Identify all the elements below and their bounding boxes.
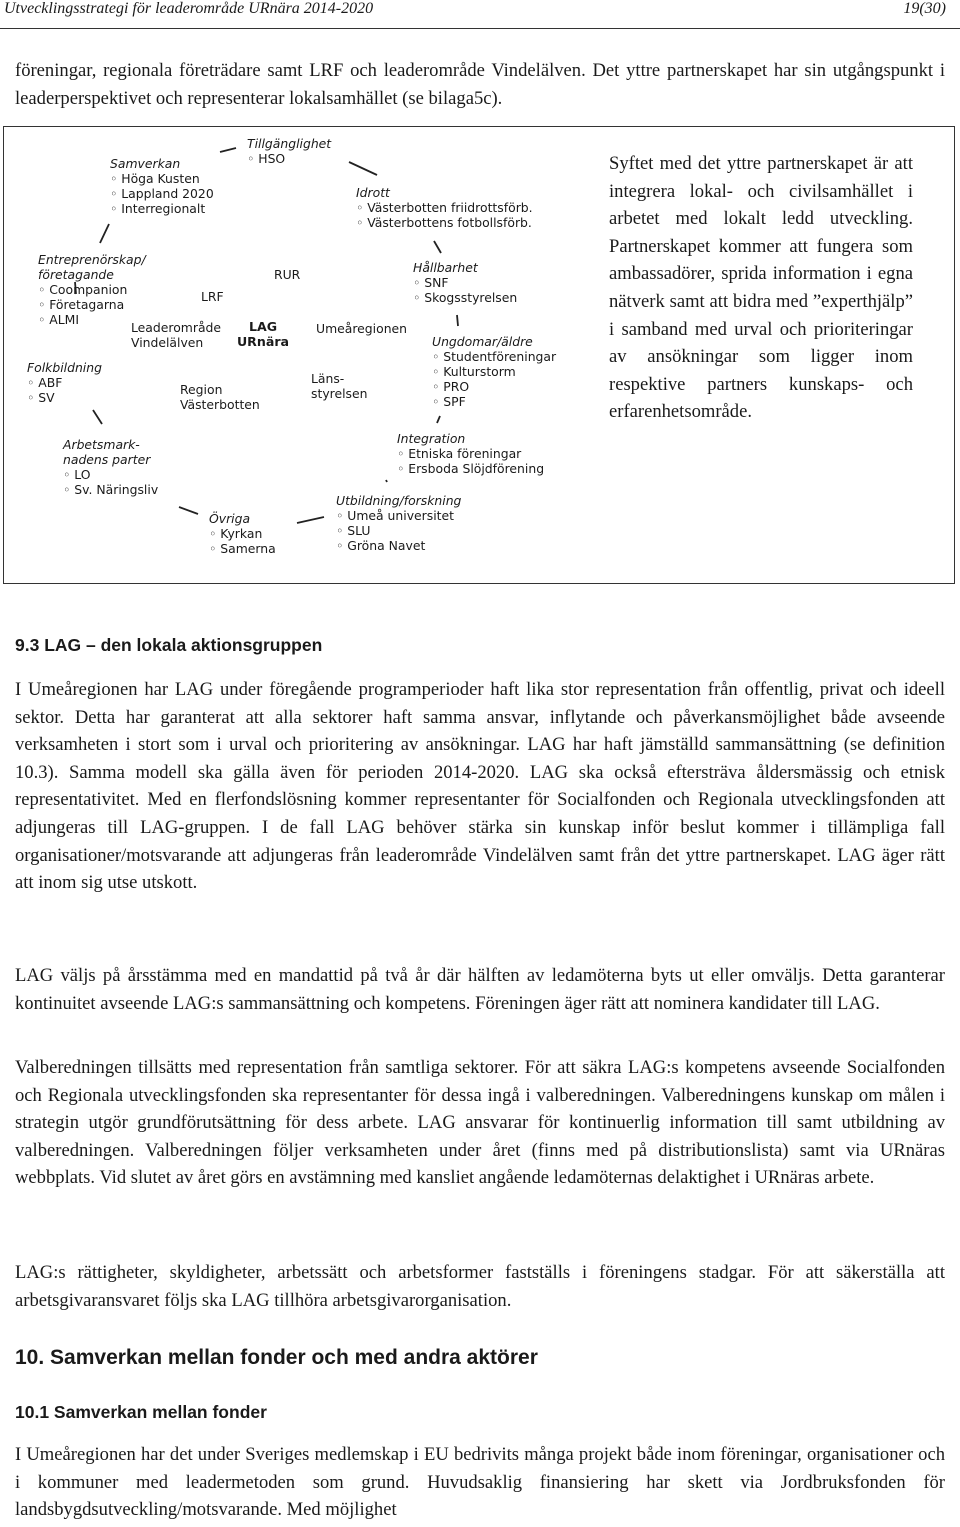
node-item: ◦ Sv. Näringsliv (63, 482, 158, 497)
label-line: Leaderområde (131, 320, 222, 335)
node-item: ◦ Lappland 2020 (110, 186, 214, 201)
node-item: ◦ PRO (432, 379, 556, 394)
connector-line (457, 315, 458, 326)
node-item: ◦ Gröna Navet (336, 538, 461, 553)
node-item: ◦ SNF (413, 275, 517, 290)
label-rur: RUR (274, 267, 301, 282)
node-item: ◦ LO (63, 467, 158, 482)
connector-line (100, 224, 109, 243)
node-folkbildning (27, 360, 102, 405)
node-title: Idrott (356, 185, 390, 200)
label-umearegionen: Umeåregionen (316, 321, 408, 336)
label-lansstyrelsen (311, 371, 367, 401)
node-utbildning (336, 493, 461, 553)
node-title: Utbildning/forskning (336, 493, 462, 508)
node-title: Samverkan (110, 156, 181, 171)
node-ungdomar (432, 334, 556, 409)
node-item: ◦ HSO (247, 151, 331, 166)
connector-line (179, 507, 198, 514)
node-item: ◦ Skogsstyrelsen (413, 290, 517, 305)
section-heading-9-3: 9.3 LAG – den lokala aktionsgruppen (15, 635, 323, 655)
node-title: Hållbarhet (413, 260, 478, 275)
section-10-1-paragraph-1: I Umeåregionen har det under Sveriges medlemskap i EU bedrivits många projekt både inom föreningar, organisationer och i kommuner med leadermetoden som grund. Huvudsaklig finansiering har skett via Jordbruksfonden för landsbygdsutveckling/motsvarande. Med möjlighet (15, 1444, 945, 1521)
section-9-3-paragraph-2: LAG väljs på årsstämma med en mandattid på två år där hälften av ledamöterna byts ut eller omväljs. Detta garanterar kontinuitet avseende LAG:s sammansättning och kompetens. Föreningen äger rätt att nominera kandidater till LAG. (15, 965, 945, 1014)
node-item: ◦ Västerbotten friidrottsförb. (356, 200, 533, 215)
document-title: Utvecklingsstrategi för leaderområde URnära 2014-2020 (4, 0, 374, 17)
header-divider (0, 28, 960, 29)
node-title: Integration (397, 431, 466, 446)
node-hallbarhet (413, 260, 517, 305)
node-item: ◦ SV (27, 390, 102, 405)
node-item: ◦ ABF (27, 375, 102, 390)
node-item: ◦ ALMI (38, 312, 146, 327)
node-item: ◦ Västerbottens fotbollsförb. (356, 215, 533, 230)
node-title: Entreprenörskap/ (38, 252, 146, 267)
connector-line (349, 162, 377, 175)
node-title: nadens parter (63, 452, 151, 467)
label-line: Region (180, 382, 223, 397)
node-item: ◦ Kulturstorm (432, 364, 556, 379)
node-title: Arbetsmark- (63, 437, 140, 452)
node-item: ◦ Ersboda Slöjdförening (397, 461, 544, 476)
connector-line (434, 241, 441, 253)
node-idrott (356, 185, 533, 230)
node-item: ◦ SLU (336, 523, 461, 538)
node-arbetsmarknad (63, 437, 158, 497)
node-integration (397, 431, 544, 476)
section-9-3-paragraph-1: I Umeåregionen har LAG under föregående programperioder haft lika stor representation från offentlig, privat och ideell sektor. Detta har garanterat att alla sektorer haft samma ansvar, inflytande och påverkansmöjlighet både avseende verksamheten i stort som i urval och prioritering av ansökningar. LAG har haft jämställd sammansättning (se definition 10.3). Samma modell ska gälla även för perioden 2014-2020. LAG ska också eftersträva åldersmässig och etnisk representativitet. Med en flerfondslösning kommer representanter för Socialfonden och Regionala utvecklingsfonden att adjungeras till LAG-gruppen. I de fall LAG behöver stärka sin kunskap inför beslut kommer i tillämpliga fall organisationer/motsvarande att adjungeras från leaderområde Vindelälven samt från det yttre partnerskapet. LAG äger rätt att inom sig utse utskott. (15, 679, 945, 894)
node-item: ◦ Coompanion (38, 282, 146, 297)
label-line: Västerbotten (180, 397, 260, 412)
section-9-3-paragraph-3: Valberedningen tillsätts med representation från samtliga sektorer. För att säkra LAG:s kompetens avseende Socialfonden och Regionala utvecklingsfonden ska representanter för dessa ingå i valberedningen. Valberedningens kunskap om målen i strategin utgör grundförutsättning för dess arbete. LAG ansvarar för kontinuerlig information till samt utbildning av valberedningen. Valberedningen följer verksamheten under året (finns med på distributionslista) samt via URnäras webbplats. Vid slutet av året görs en avstämning med kansliet angående ledamöternas delaktighet i URnäras arbete. (15, 1057, 945, 1189)
node-entreprenorskap (38, 252, 146, 327)
node-ovriga (209, 511, 276, 556)
node-title: Ungdomar/äldre (432, 334, 533, 349)
label-region-vasterbotten (180, 382, 260, 412)
node-item: ◦ Umeå universitet (336, 508, 461, 523)
node-item: ◦ SPF (432, 394, 556, 409)
connector-line (297, 517, 324, 523)
node-title: Övriga (209, 511, 251, 526)
node-item: ◦ Kyrkan (209, 526, 276, 541)
label-line: URnära (236, 334, 290, 349)
node-item: ◦ Etniska föreningar (397, 446, 544, 461)
connector-line (93, 410, 102, 424)
node-title: företagande (38, 267, 114, 282)
label-line: styrelsen (311, 386, 368, 401)
intro-paragraph: föreningar, regionala företrädare samt LRF och leaderområde Vindelälven. Det yttre partnerskapet har sin utgångspunkt i leaderperspektivet och representerar lokalsamhället (se bilaga5c). (15, 60, 945, 109)
side-paragraph: Syftet med det yttre partnerskapet är att integrera lokal- och civilsamhället i arbetet med lokalt ledd utveckling. Partnerskapet kommer att fungera som ambassadörer, sprida information i egna nätverk samt att bidra med ”experthjälp” i samband med urval och prioriteringar av ansökningar som ligger inom respektive partners kunskaps- och erfarenhetsområde. (609, 153, 913, 423)
section-heading-10-1: 10.1 Samverkan mellan fonder (15, 1402, 267, 1422)
node-item: ◦ Företagarna (38, 297, 146, 312)
label-lag-urnara (234, 319, 292, 349)
label-lrf: LRF (201, 289, 224, 304)
node-item: ◦ Samerna (209, 541, 276, 556)
node-title: Tillgänglighet (247, 136, 332, 151)
page-number: 19(30) (903, 0, 946, 17)
node-tillganglighet (247, 136, 331, 166)
node-title: Folkbildning (27, 360, 102, 375)
node-samverkan (110, 156, 214, 216)
page-header (0, 0, 960, 30)
label-leader-vindelalven (131, 320, 221, 350)
node-item: ◦ Interregionalt (110, 201, 214, 216)
label-line: LAG (248, 319, 278, 334)
connector-line (437, 416, 440, 423)
node-item: ◦ Studentföreningar (432, 349, 556, 364)
label-line: Vindelälven (131, 335, 204, 350)
section-heading-10: 10. Samverkan mellan fonder och med andra aktörer (15, 1346, 538, 1369)
section-9-3-paragraph-4: LAG:s rättigheter, skyldigheter, arbetssätt och arbetsformer fastställs i föreningens stadgar. För att säkerställa att arbetsgivaransvaret följs ska LAG tillhöra arbetsgivarorganisation. (15, 1262, 945, 1311)
label-line: Läns- (311, 371, 345, 386)
connector-line (220, 148, 236, 152)
connector-line (386, 480, 387, 482)
node-item: ◦ Höga Kusten (110, 171, 214, 186)
